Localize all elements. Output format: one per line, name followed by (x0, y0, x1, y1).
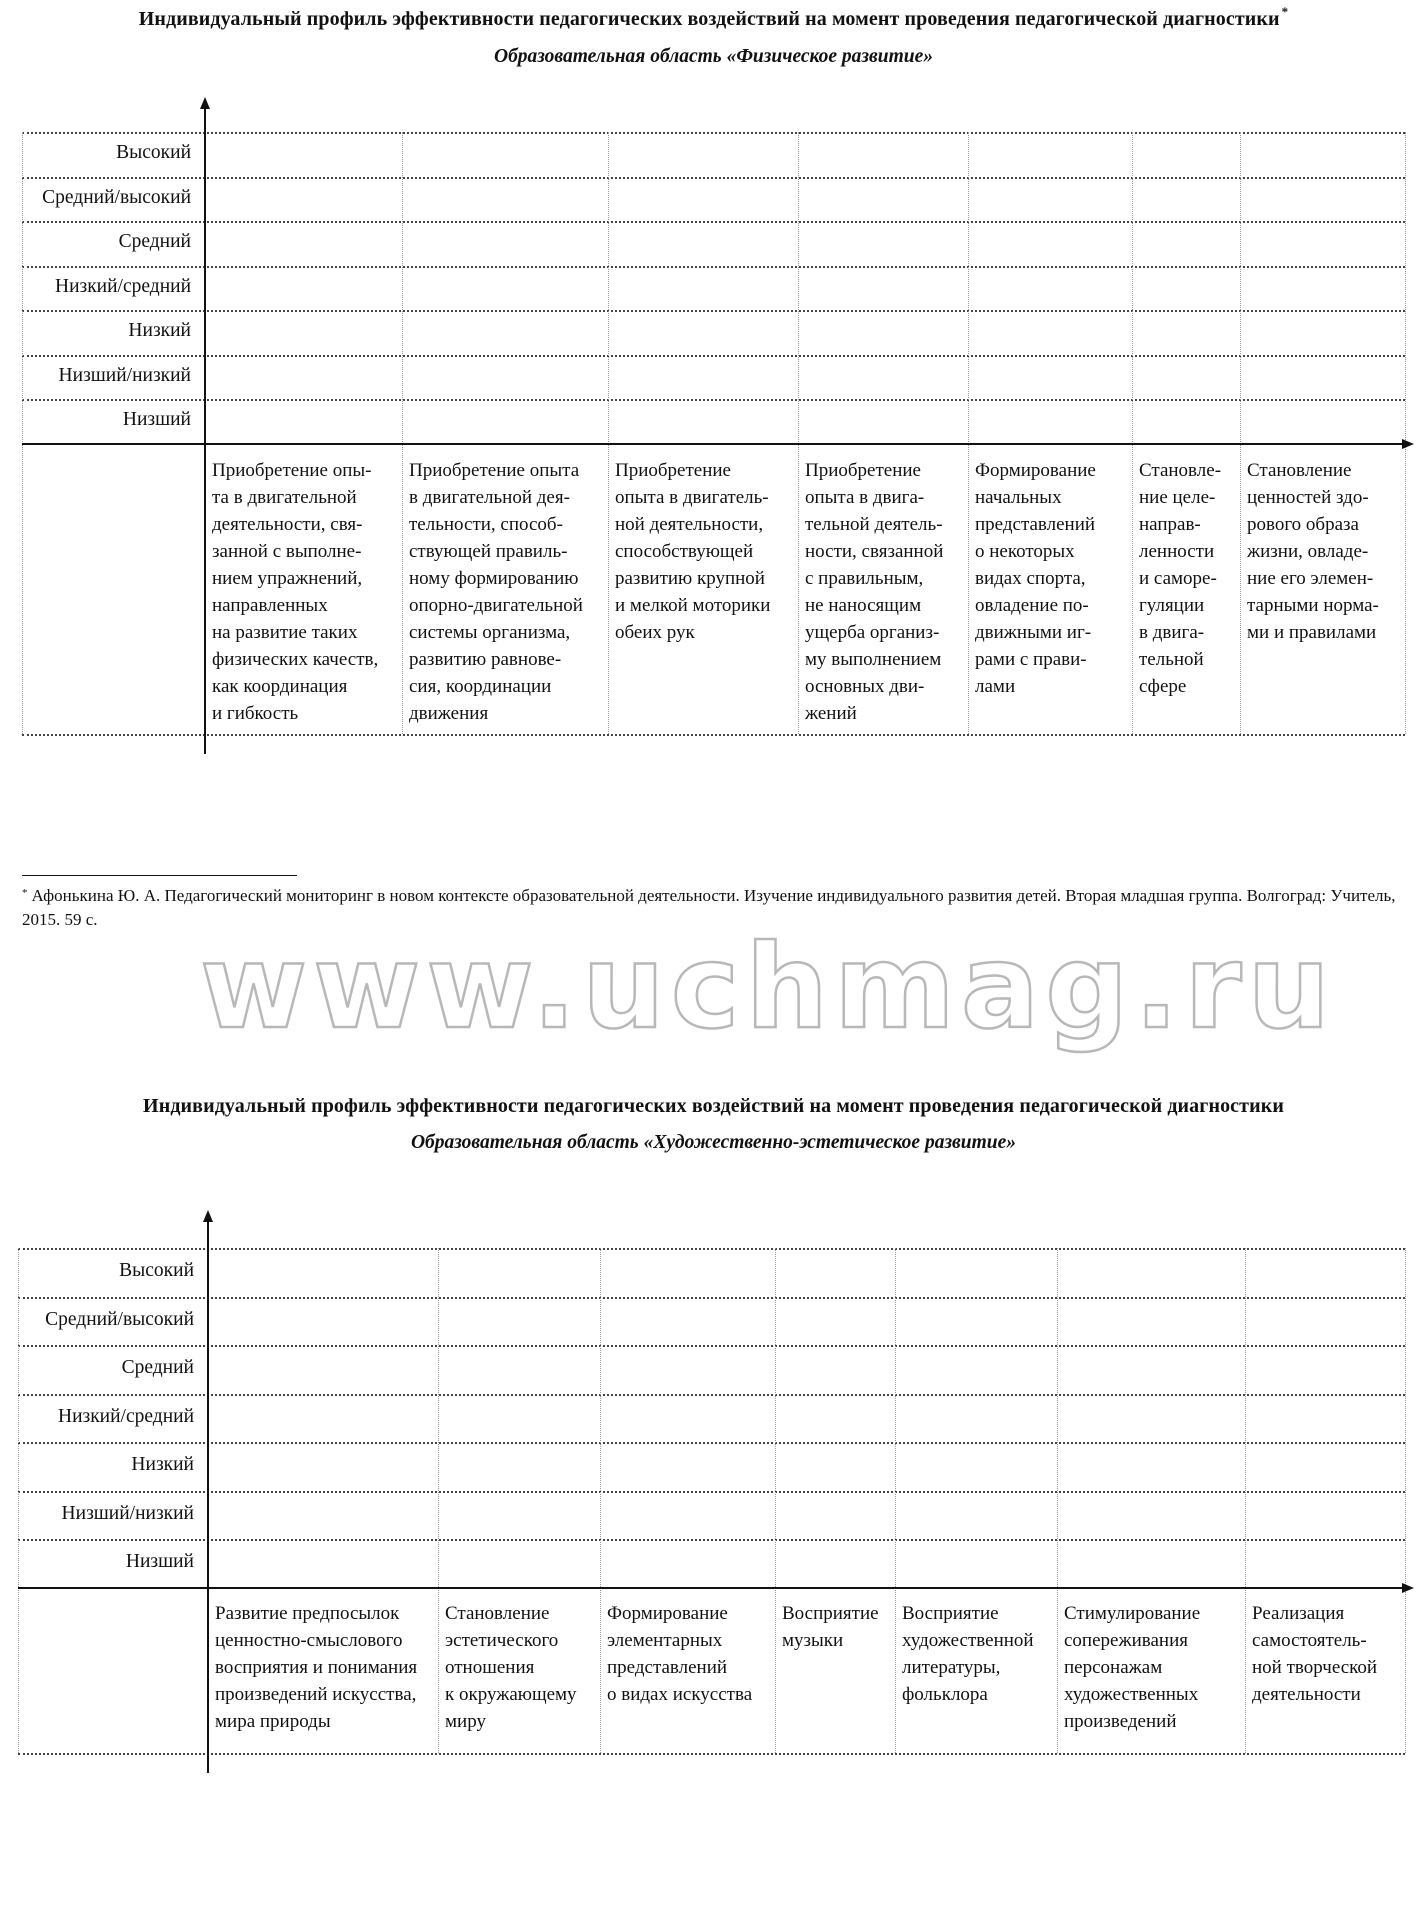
chart1-level-label: Средний (118, 231, 191, 253)
chart2-gridline (18, 1248, 1405, 1250)
chart1-criterion: Приобретение опыта в двигательной дея- тельности, способ- ствующей правиль- ному формированию опорно-двигательной системы организма, развитию равнове- сия, координации движения (409, 460, 583, 724)
chart2-level-label: Средний (121, 1357, 194, 1379)
footnote-asterisk: * (22, 887, 28, 899)
chart2-title: Индивидуальный профиль эффективности педагогических воздействий на момент проведения педагогической диагностики (143, 1095, 1284, 1117)
footnote-text: Афонькина Ю. А. Педагогический мониторинг в новом контексте образовательной деятельности. Изучение индивидуального развития детей. Вторая младшая группа. Волгоград: Учитель, 2015. 59 с. (22, 886, 1396, 929)
chart2-column-divider (1245, 1248, 1246, 1753)
chart2-y-axis-arrow (203, 1210, 213, 1222)
chart1-level-label: Низкий (128, 320, 191, 342)
chart1-level-label: Средний/высокий (42, 186, 191, 208)
chart2-x-axis (18, 1587, 1402, 1589)
chart2-column-divider (895, 1248, 896, 1753)
chart2-level-label: Низший/низкий (61, 1502, 194, 1524)
chart2-x-axis-arrow (1402, 1583, 1414, 1593)
chart1-criterion: Формирование начальных представлений о некоторых видах спорта, овладение по- движными иг- рами с прави- лами (975, 460, 1096, 697)
chart2-level-label: Средний/высокий (45, 1308, 194, 1330)
chart2-level-label: Низший (125, 1551, 194, 1573)
chart2-level-label: Высокий (119, 1260, 194, 1282)
chart2-bottom-border (18, 1753, 1405, 1755)
chart2-level-label: Низкий/средний (57, 1405, 194, 1427)
footnote-marker: * (1281, 4, 1289, 19)
chart2-criterion: Восприятие художественной литературы, фольклора (902, 1603, 1034, 1705)
chart2-criterion: Формирование элементарных представлений о видах искусства (607, 1603, 753, 1705)
chart1-level-label: Высокий (116, 142, 191, 164)
chart1-criterion: Приобретение опы- та в двигательной деятельности, свя- занной с выполне- нием упражнений, направленных на развитие таких физических качеств, как координация и гибкость (212, 460, 379, 724)
chart2-right-border (1405, 1248, 1406, 1753)
chart2-column-divider (1057, 1248, 1058, 1753)
chart2-gridline (18, 1297, 1405, 1299)
chart1-criterion: Приобретение опыта в двига- тельной деятель- ности, связанной с правильным, не наносящим ущерба организ- му выполнением основных дви- жений (805, 460, 944, 724)
chart2-column-divider (438, 1248, 439, 1753)
chart2-gridline (18, 1394, 1405, 1396)
chart1-level-label: Низший (122, 409, 191, 431)
chart2-gridline (18, 1491, 1405, 1493)
chart1-level-label: Низший/низкий (58, 364, 191, 386)
chart2-gridline (18, 1442, 1405, 1444)
chart2-subtitle: Образовательная область «Художественно-эстетическое развитие» (410, 1132, 1017, 1153)
chart1-criterion: Становление ценностей здо- рового образа жизни, овладе- ние его элемен- тарными норма- ми и правилами (1247, 460, 1379, 643)
chart2-criterion: Стимулирование сопереживания персонажам художественных произведений (1064, 1603, 1201, 1732)
chart2-criterion: Становление эстетического отношения к окружающему миру (445, 1603, 577, 1732)
chart2-column-divider (600, 1248, 601, 1753)
chart2-criterion: Реализация самостоятель- ной творческой деятельности (1252, 1603, 1378, 1705)
watermark: www.uchmag.ru (200, 920, 1337, 1055)
chart1-title-text: Индивидуальный профиль эффективности педагогических воздействий на момент проведения педагогической диагностики (138, 8, 1280, 30)
chart1-criterion: Приобретение опыта в двигатель- ной деятельности, способствующей развитию крупной и мелкой моторики обеих рук (615, 460, 771, 643)
chart2-y-axis (207, 1218, 209, 1773)
chart1-criterion: Становле- ние целе- направ- ленности и саморе- гуляции в двига- тельной сфере (1139, 460, 1222, 697)
chart2-level-label: Низкий (131, 1454, 194, 1476)
chart2-gridline (18, 1539, 1405, 1541)
chart1-subtitle: Образовательная область «Физическое развитие» (493, 46, 934, 67)
chart2-column-divider (775, 1248, 776, 1753)
chart2-criterion: Восприятие музыки (782, 1603, 879, 1651)
chart1-level-label: Низкий/средний (54, 275, 191, 297)
chart2-criterion: Развитие предпосылок ценностно-смыслового восприятия и понимания произведений искусства, мира природы (215, 1603, 418, 1732)
chart2-gridline (18, 1345, 1405, 1347)
